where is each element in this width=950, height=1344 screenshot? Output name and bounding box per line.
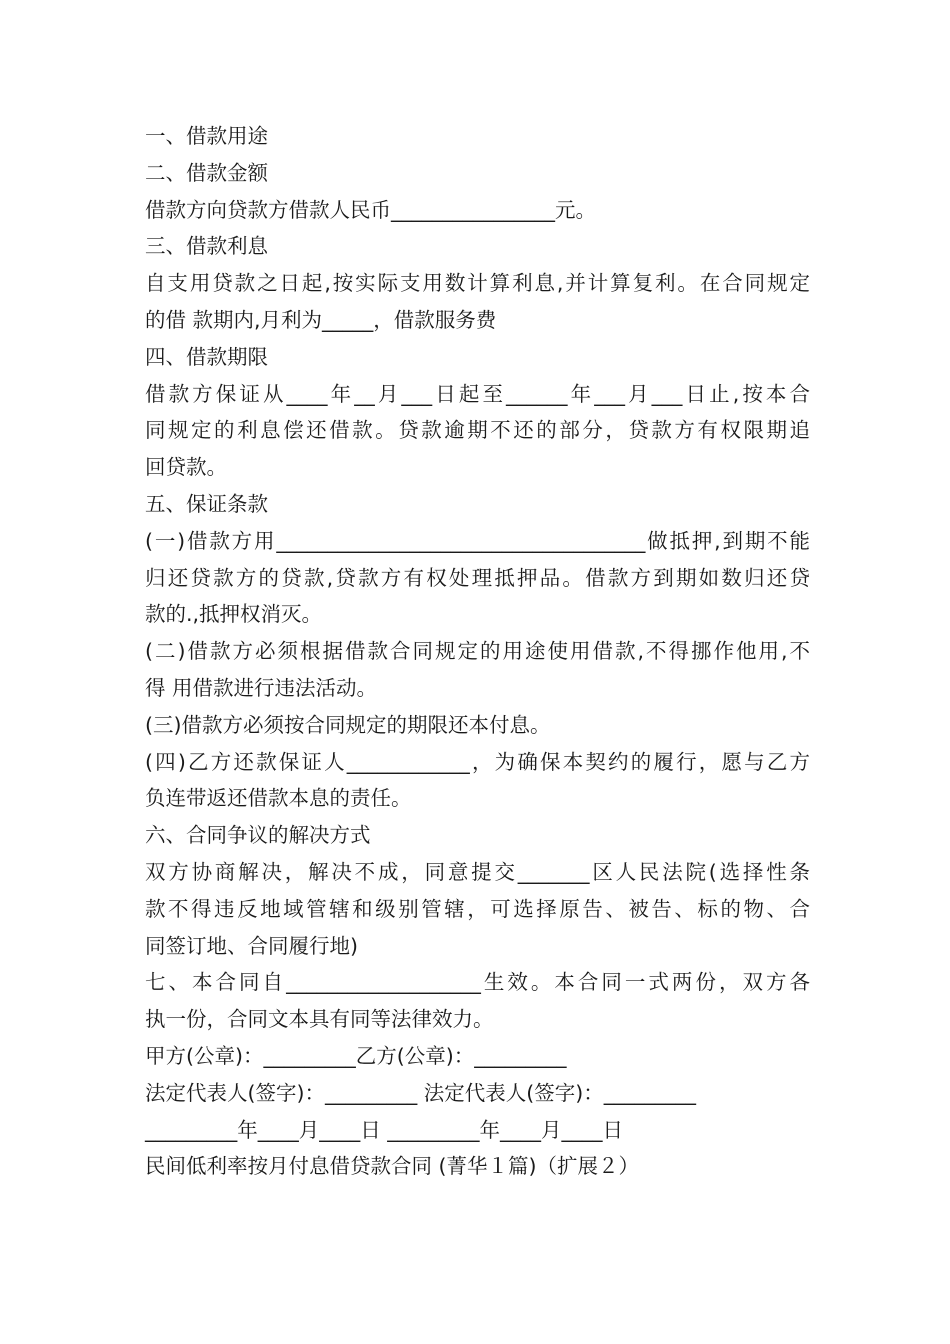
paragraph-line: 执一份，合同文本具有同等法律效力。	[145, 1007, 494, 1032]
paragraph-line: 同规定的利息偿还借款。贷款逾期不还的部分，贷款方有权限期追	[145, 418, 810, 443]
paragraph-line: 自支用贷款之日起,按实际支用数计算利息,并计算复利。在合同规定	[145, 271, 810, 296]
heading-effective: 七、本合同自___________________生效。本合同一式两份，双方各	[145, 970, 810, 995]
paragraph-line: (四)乙方还款保证人____________，为确保本契约的履行，愿与乙方	[145, 749, 810, 774]
next-document-title: 民间低利率按月付息借贷款合同 (菁华１篇)（扩展２）	[145, 1154, 640, 1179]
contract-body	[145, 118, 810, 1185]
heading-purpose: 一、借款用途	[145, 124, 268, 148]
heading-amount: 二、借款金额	[145, 160, 268, 185]
paragraph-line: 借款方保证从____年__月___日起至______年___月___日止,按本合	[145, 381, 810, 406]
paragraph-line: 回贷款。	[145, 455, 227, 480]
heading-dispute: 六、合同争议的解决方式	[145, 823, 371, 848]
paragraph-line: (三)借款方必须按合同规定的期限还本付息。	[145, 712, 551, 737]
paragraph-line: 款的.,抵押权消灭。	[145, 602, 323, 627]
paragraph-line: (一)借款方用____________________________________做抵押,到期不能	[145, 528, 810, 553]
paragraph-line: 归还贷款方的贷款,贷款方有权处理抵押品。借款方到期如数归还贷	[145, 565, 810, 590]
paragraph-line: 双方协商解决，解决不成，同意提交_______区人民法院(选择性条	[145, 859, 810, 884]
heading-guarantee: 五、保证条款	[145, 491, 268, 516]
paragraph-line: 得 用借款进行违法活动。	[145, 675, 378, 700]
paragraph-line: 的借 款期内,月利为_____，借款服务费	[145, 307, 497, 332]
signing-date-line: _________年____月____日 _________年____月____日	[145, 1117, 624, 1142]
paragraph-line: 款不得违反地域管辖和级别管辖，可选择原告、被告、标的物、合	[145, 896, 810, 921]
heading-term: 四、借款期限	[145, 344, 268, 369]
paragraph-line: (二)借款方必须根据借款合同规定的用途使用借款,不得挪作他用,不	[145, 639, 810, 664]
heading-interest: 三、借款利息	[145, 234, 268, 259]
paragraph-line: 借款方向贷款方借款人民币________________元。	[145, 197, 596, 222]
representative-signature-line: 法定代表人(签字)：_________ 法定代表人(签字)：_________	[145, 1080, 697, 1105]
paragraph-line: 同签订地、合同履行地)	[145, 933, 358, 958]
paragraph-line: 负连带返还借款本息的责任。	[145, 786, 412, 811]
party-seal-line: 甲方(公章)：_________乙方(公章)：_________	[145, 1043, 567, 1068]
